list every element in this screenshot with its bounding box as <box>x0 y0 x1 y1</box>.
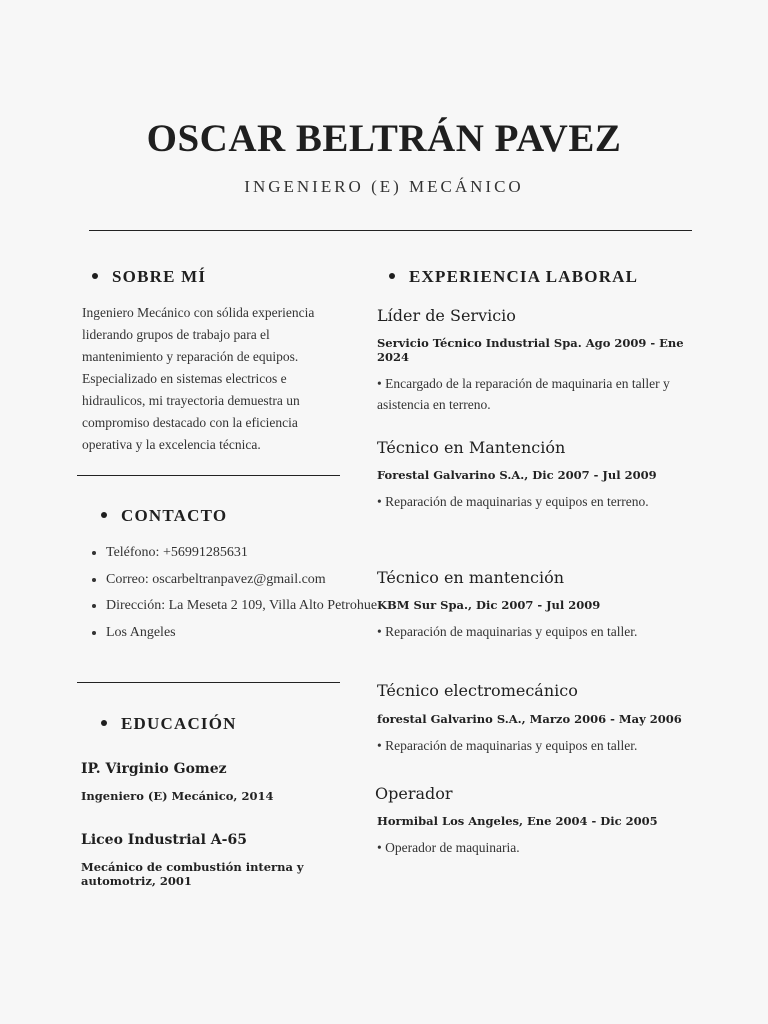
job-meta: forestal Galvarino S.A., Marzo 2006 - May 2006 <box>377 712 682 726</box>
candidate-title: INGENIERO (E) MECÁNICO <box>244 177 524 196</box>
education-heading: EDUCACIÓN <box>101 714 237 734</box>
job-title: Técnico en mantención <box>377 568 565 587</box>
about-heading: SOBRE MÍ <box>92 267 206 287</box>
experience-heading: EXPERIENCIA LABORAL <box>389 267 638 287</box>
candidate-name: OSCAR BELTRÁN PAVEZ <box>146 117 622 160</box>
about-text: Ingeniero Mecánico con sólida experiencia liderando grupos de trabajo para el mantenimiento y reparación de equipos. Especializado en sistemas electricos e hidraulicos, mi trayectoria demuestra un compromiso destacado con la eficiencia operativa y la excelencia técnica. <box>82 305 315 452</box>
contact-list <box>88 540 386 646</box>
about-divider <box>77 475 340 476</box>
job-title: Operador <box>375 784 453 803</box>
job-title: Técnico en Mantención <box>377 438 566 457</box>
job-meta: Servicio Técnico Industrial Spa. Ago 2009 - Ene 2024 <box>377 336 684 364</box>
job-meta: KBM Sur Spa., Dic 2007 - Jul 2009 <box>377 598 601 612</box>
contact-address: • Dirección: La Meseta 2 109, Villa Alto Petrohue <box>106 593 386 620</box>
bullet-icon <box>101 512 107 518</box>
header-divider <box>89 230 692 231</box>
job-meta: Forestal Galvarino S.A., Dic 2007 - Jul 2009 <box>377 468 657 482</box>
education-degree: Ingeniero (E) Mecánico, 2014 <box>81 789 274 803</box>
job-description: • Operador de maquinaria. <box>377 840 520 855</box>
contact-city: • Los Angeles <box>106 620 386 647</box>
job-title: Técnico electromecánico <box>377 681 578 700</box>
contact-email: • Correo: oscarbeltranpavez@gmail.com <box>106 567 386 594</box>
education-degree: Mecánico de combustión interna y automotriz, 2001 <box>81 860 304 888</box>
job-description: • Reparación de maquinarias y equipos en taller. <box>377 738 638 753</box>
job-description: • Reparación de maquinarias y equipos en terreno. <box>377 494 649 509</box>
job-description: • Encargado de la reparación de maquinaria en taller y asistencia en terreno. <box>377 376 670 412</box>
bullet-icon <box>92 273 98 279</box>
job-meta: Hormibal Los Angeles, Ene 2004 - Dic 2005 <box>377 814 658 828</box>
contact-heading: CONTACTO <box>101 506 227 526</box>
education-school: Liceo Industrial A-65 <box>81 832 247 848</box>
job-title: Líder de Servicio <box>377 306 516 325</box>
contact-phone: • Teléfono: +56991285631 <box>106 540 386 567</box>
job-description: • Reparación de maquinarias y equipos en taller. <box>377 624 638 639</box>
bullet-icon <box>389 273 395 279</box>
contact-divider <box>77 682 340 683</box>
bullet-icon <box>101 720 107 726</box>
education-school: IP. Virginio Gomez <box>81 761 227 777</box>
